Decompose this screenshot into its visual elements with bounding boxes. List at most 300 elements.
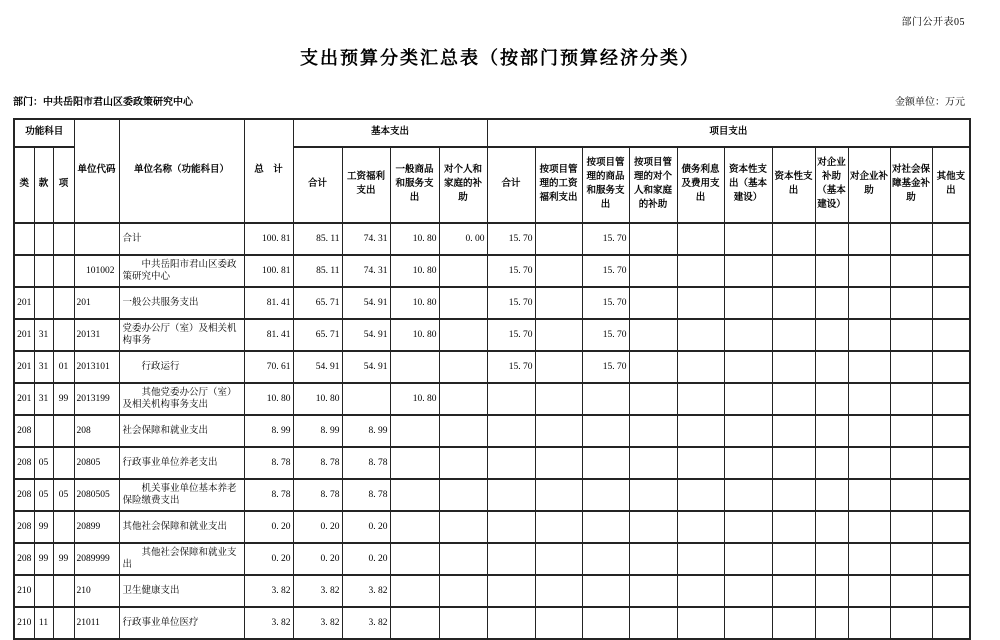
cell-value [582,575,629,607]
cell-value [815,287,848,319]
cell-value [342,383,390,415]
cell-value [772,479,815,511]
cell-value [724,319,772,351]
table-row [14,543,970,575]
cell-value [848,351,890,383]
cell-class: 201 [14,351,34,383]
cell-value: 8. 99 [244,415,293,447]
cell-value [815,575,848,607]
cell-value [487,607,535,639]
cell-value: 74. 31 [342,223,390,255]
cell-value [629,223,677,255]
cell-value [439,415,487,447]
header-grand-total: 总 计 [244,119,293,223]
cell-value: 74. 31 [342,255,390,287]
table-row [14,383,970,415]
cell-value [535,223,582,255]
cell-unit-name: 中共岳阳市君山区委政策研究中心 [119,255,244,287]
cell-value [932,447,970,479]
cell-unit-name: 其他社会保障和就业支出 [119,511,244,543]
cell-value [724,351,772,383]
cell-value [629,319,677,351]
cell-value [724,447,772,479]
cell-value [439,319,487,351]
cell-section: 11 [34,607,53,639]
header-basic-wage: 工资福利支出 [342,147,390,223]
cell-unit-name: 行政事业单位养老支出 [119,447,244,479]
cell-value [582,415,629,447]
cell-class: 201 [14,383,34,415]
meta-row [13,93,965,108]
cell-value: 3. 82 [244,575,293,607]
cell-unit-name: 其他党委办公厅（室）及相关机构事务支出 [119,383,244,415]
cell-value [677,223,724,255]
cell-value [932,543,970,575]
header-unit-name: 单位名称（功能科目） [119,119,244,223]
cell-value [890,287,932,319]
cell-value: 15. 70 [487,319,535,351]
cell-section [34,415,53,447]
cell-section [34,575,53,607]
cell-value: 85. 11 [293,223,342,255]
cell-value [848,479,890,511]
cell-class [14,223,34,255]
cell-value [487,575,535,607]
cell-value [677,447,724,479]
cell-value: 8. 78 [244,479,293,511]
cell-value: 100. 81 [244,223,293,255]
cell-value [815,255,848,287]
cell-value: 65. 71 [293,287,342,319]
header-project-family: 按项目管理的对个人和家庭的补助 [629,147,677,223]
cell-value: 0. 20 [342,511,390,543]
cell-section: 31 [34,319,53,351]
cell-value [582,383,629,415]
cell-value: 8. 99 [293,415,342,447]
cell-section: 05 [34,479,53,511]
cell-value [390,511,439,543]
cell-value [848,319,890,351]
cell-value [815,543,848,575]
cell-value [535,447,582,479]
cell-section: 31 [34,383,53,415]
table-row [14,255,970,287]
cell-value [772,255,815,287]
cell-value [932,479,970,511]
cell-value: 54. 91 [293,351,342,383]
cell-class [14,255,34,287]
table-body [14,223,970,639]
cell-value [848,543,890,575]
cell-value [487,415,535,447]
header-basic-goods: 一般商品和服务支出 [390,147,439,223]
cell-value [487,479,535,511]
cell-unit-name: 合计 [119,223,244,255]
cell-value [848,607,890,639]
cell-value: 0. 20 [293,543,342,575]
cell-class: 201 [14,319,34,351]
cell-value [932,287,970,319]
cell-item: 05 [53,479,74,511]
header-basic-total: 合计 [293,147,342,223]
cell-value [487,511,535,543]
header-project-total: 合计 [487,147,535,223]
cell-value [677,319,724,351]
cell-value: 0. 20 [244,511,293,543]
cell-value [390,575,439,607]
cell-unit-name: 机关事业单位基本养老保险缴费支出 [119,479,244,511]
cell-value [487,383,535,415]
header-project-enterprise-basic: 对企业补助（基本建设） [815,147,848,223]
cell-value [535,383,582,415]
cell-value: 10. 80 [390,223,439,255]
cell-value: 65. 71 [293,319,342,351]
cell-value [815,351,848,383]
cell-value: 3. 82 [293,575,342,607]
cell-value [890,479,932,511]
cell-value [772,543,815,575]
cell-value [772,223,815,255]
cell-value: 81. 41 [244,319,293,351]
cell-unit-name: 一般公共服务支出 [119,287,244,319]
cell-value: 15. 70 [487,287,535,319]
cell-value [439,543,487,575]
cell-value: 0. 20 [293,511,342,543]
cell-value [890,607,932,639]
cell-value [487,447,535,479]
header-group-row [14,119,970,147]
cell-value [932,223,970,255]
cell-value: 8. 99 [342,415,390,447]
cell-value [677,415,724,447]
header-item: 项 [53,147,74,223]
cell-value [815,511,848,543]
cell-value [677,351,724,383]
cell-value [772,351,815,383]
amount-unit-label: 金额单位：万元 [895,97,965,108]
cell-value: 15. 70 [582,319,629,351]
cell-value [535,415,582,447]
cell-value [677,383,724,415]
cell-value: 15. 70 [487,351,535,383]
cell-value [629,511,677,543]
cell-item: 01 [53,351,74,383]
cell-unit-code: 2013199 [74,383,119,415]
cell-value: 0. 20 [244,543,293,575]
cell-value [629,255,677,287]
cell-unit-code: 210 [74,575,119,607]
header-class: 类 [14,147,34,223]
cell-value [390,415,439,447]
cell-item [53,287,74,319]
cell-unit-code: 201 [74,287,119,319]
cell-value: 0. 00 [439,223,487,255]
cell-value [932,575,970,607]
cell-value [535,319,582,351]
cell-unit-code: 2080505 [74,479,119,511]
cell-value [815,383,848,415]
cell-unit-name: 行政事业单位医疗 [119,607,244,639]
cell-value [848,287,890,319]
cell-value: 15. 70 [582,223,629,255]
cell-unit-code: 20899 [74,511,119,543]
cell-value: 3. 82 [244,607,293,639]
cell-value [724,511,772,543]
cell-value [535,255,582,287]
table-row [14,447,970,479]
cell-value [439,255,487,287]
cell-value [772,383,815,415]
cell-value [677,607,724,639]
header-project-group: 项目支出 [487,119,970,147]
cell-value: 85. 11 [293,255,342,287]
cell-item [53,447,74,479]
cell-value: 15. 70 [487,255,535,287]
cell-value [535,511,582,543]
cell-value [815,447,848,479]
cell-value [815,479,848,511]
table-row [14,351,970,383]
cell-value [932,383,970,415]
cell-value [724,575,772,607]
table-row [14,415,970,447]
cell-value [629,415,677,447]
cell-value [439,287,487,319]
cell-item [53,607,74,639]
cell-value [932,319,970,351]
cell-class: 208 [14,479,34,511]
cell-value [724,255,772,287]
cell-value [439,447,487,479]
cell-class: 201 [14,287,34,319]
cell-value [815,223,848,255]
cell-value [890,223,932,255]
cell-value [582,479,629,511]
cell-value [815,415,848,447]
cell-value: 0. 20 [342,543,390,575]
cell-value [390,543,439,575]
cell-value [724,415,772,447]
cell-unit-name: 卫生健康支出 [119,575,244,607]
cell-value [582,447,629,479]
cell-value [677,575,724,607]
cell-value [629,543,677,575]
cell-unit-name: 其他社会保障和就业支出 [119,543,244,575]
cell-value [582,607,629,639]
cell-value: 8. 78 [342,479,390,511]
cell-value [535,287,582,319]
cell-value [629,479,677,511]
cell-section [34,287,53,319]
cell-value [724,383,772,415]
cell-unit-code: 101002 [74,255,119,287]
cell-unit-code: 20131 [74,319,119,351]
table-row [14,575,970,607]
cell-value [932,511,970,543]
header-project-wage: 按项目管理的工资福利支出 [535,147,582,223]
table-row [14,511,970,543]
cell-value [724,607,772,639]
table-row [14,223,970,255]
cell-value: 15. 70 [582,255,629,287]
cell-unit-code: 20805 [74,447,119,479]
cell-unit-code: 2013101 [74,351,119,383]
cell-value: 15. 70 [582,287,629,319]
cell-value: 10. 80 [390,383,439,415]
cell-item [53,255,74,287]
cell-item [53,415,74,447]
cell-value [772,447,815,479]
cell-value: 10. 80 [390,287,439,319]
cell-value [390,447,439,479]
cell-value [724,543,772,575]
cell-class: 210 [14,607,34,639]
header-project-enterprise: 对企业补助 [848,147,890,223]
cell-value [890,351,932,383]
cell-value [439,511,487,543]
cell-value [535,479,582,511]
cell-item: 99 [53,543,74,575]
table-row [14,479,970,511]
cell-value [848,223,890,255]
cell-value [932,351,970,383]
cell-value [890,543,932,575]
cell-value: 54. 91 [342,287,390,319]
cell-value [772,607,815,639]
cell-value [890,575,932,607]
cell-value [724,223,772,255]
cell-value [582,511,629,543]
cell-value: 3. 82 [342,575,390,607]
header-section: 款 [34,147,53,223]
cell-value [629,383,677,415]
cell-unit-name: 社会保障和就业支出 [119,415,244,447]
cell-value [487,543,535,575]
cell-value: 54. 91 [342,319,390,351]
cell-value [439,479,487,511]
cell-unit-name: 行政运行 [119,351,244,383]
cell-section: 31 [34,351,53,383]
cell-value [848,415,890,447]
cell-class: 208 [14,511,34,543]
cell-value [890,415,932,447]
cell-value [815,319,848,351]
cell-section: 99 [34,543,53,575]
cell-value [848,511,890,543]
cell-section [34,255,53,287]
cell-value: 8. 78 [342,447,390,479]
cell-value [439,383,487,415]
cell-value: 81. 41 [244,287,293,319]
cell-value [535,543,582,575]
header-project-capital: 资本性支出 [772,147,815,223]
cell-section: 99 [34,511,53,543]
cell-value [629,351,677,383]
cell-item [53,575,74,607]
cell-value [890,447,932,479]
cell-value [772,575,815,607]
cell-value [724,287,772,319]
cell-value [629,287,677,319]
budget-table [13,118,971,640]
cell-unit-code: 21011 [74,607,119,639]
cell-value [772,511,815,543]
cell-value [439,607,487,639]
header-basic-family: 对个人和家庭的补助 [439,147,487,223]
cell-value: 10. 80 [293,383,342,415]
cell-value [390,479,439,511]
cell-value [772,287,815,319]
table-row [14,287,970,319]
cell-class: 210 [14,575,34,607]
cell-value [848,575,890,607]
cell-item [53,511,74,543]
doc-label: 部门公开表05 [901,17,965,28]
table-row [14,319,970,351]
cell-value [848,255,890,287]
cell-value [439,351,487,383]
cell-value [890,255,932,287]
cell-class: 208 [14,543,34,575]
header-basic-group: 基本支出 [293,119,487,147]
cell-unit-code [74,223,119,255]
cell-value [848,383,890,415]
header-project-capital-basic: 资本性支出（基本建设） [724,147,772,223]
cell-value [535,607,582,639]
header-func-group: 功能科目 [14,119,74,147]
header-project-other: 其他支出 [932,147,970,223]
cell-value [535,575,582,607]
header-project-social: 对社会保障基金补助 [890,147,932,223]
cell-value [677,543,724,575]
cell-item: 99 [53,383,74,415]
cell-value [932,255,970,287]
cell-value: 3. 82 [342,607,390,639]
cell-value [890,319,932,351]
cell-value [890,511,932,543]
cell-value [629,607,677,639]
cell-item [53,319,74,351]
cell-value: 8. 78 [293,447,342,479]
cell-value: 10. 80 [390,319,439,351]
cell-value [890,383,932,415]
cell-value [677,255,724,287]
cell-value [772,319,815,351]
cell-class: 208 [14,447,34,479]
cell-class: 208 [14,415,34,447]
cell-value: 3. 82 [293,607,342,639]
cell-value [439,575,487,607]
cell-value [390,607,439,639]
cell-value: 70. 61 [244,351,293,383]
cell-value [629,447,677,479]
cell-value [390,351,439,383]
cell-value: 10. 80 [244,383,293,415]
header-unit-code: 单位代码 [74,119,119,223]
cell-value: 54. 91 [342,351,390,383]
cell-value [582,543,629,575]
department-label: 部门：中共岳阳市君山区委政策研究中心 [13,97,193,108]
cell-value: 10. 80 [390,255,439,287]
cell-unit-code: 208 [74,415,119,447]
cell-unit-name: 党委办公厅（室）及相关机构事务 [119,319,244,351]
cell-unit-code: 2089999 [74,543,119,575]
cell-value [932,607,970,639]
header-project-debt: 债务利息及费用支出 [677,147,724,223]
cell-section: 05 [34,447,53,479]
cell-value [848,447,890,479]
cell-value: 8. 78 [244,447,293,479]
